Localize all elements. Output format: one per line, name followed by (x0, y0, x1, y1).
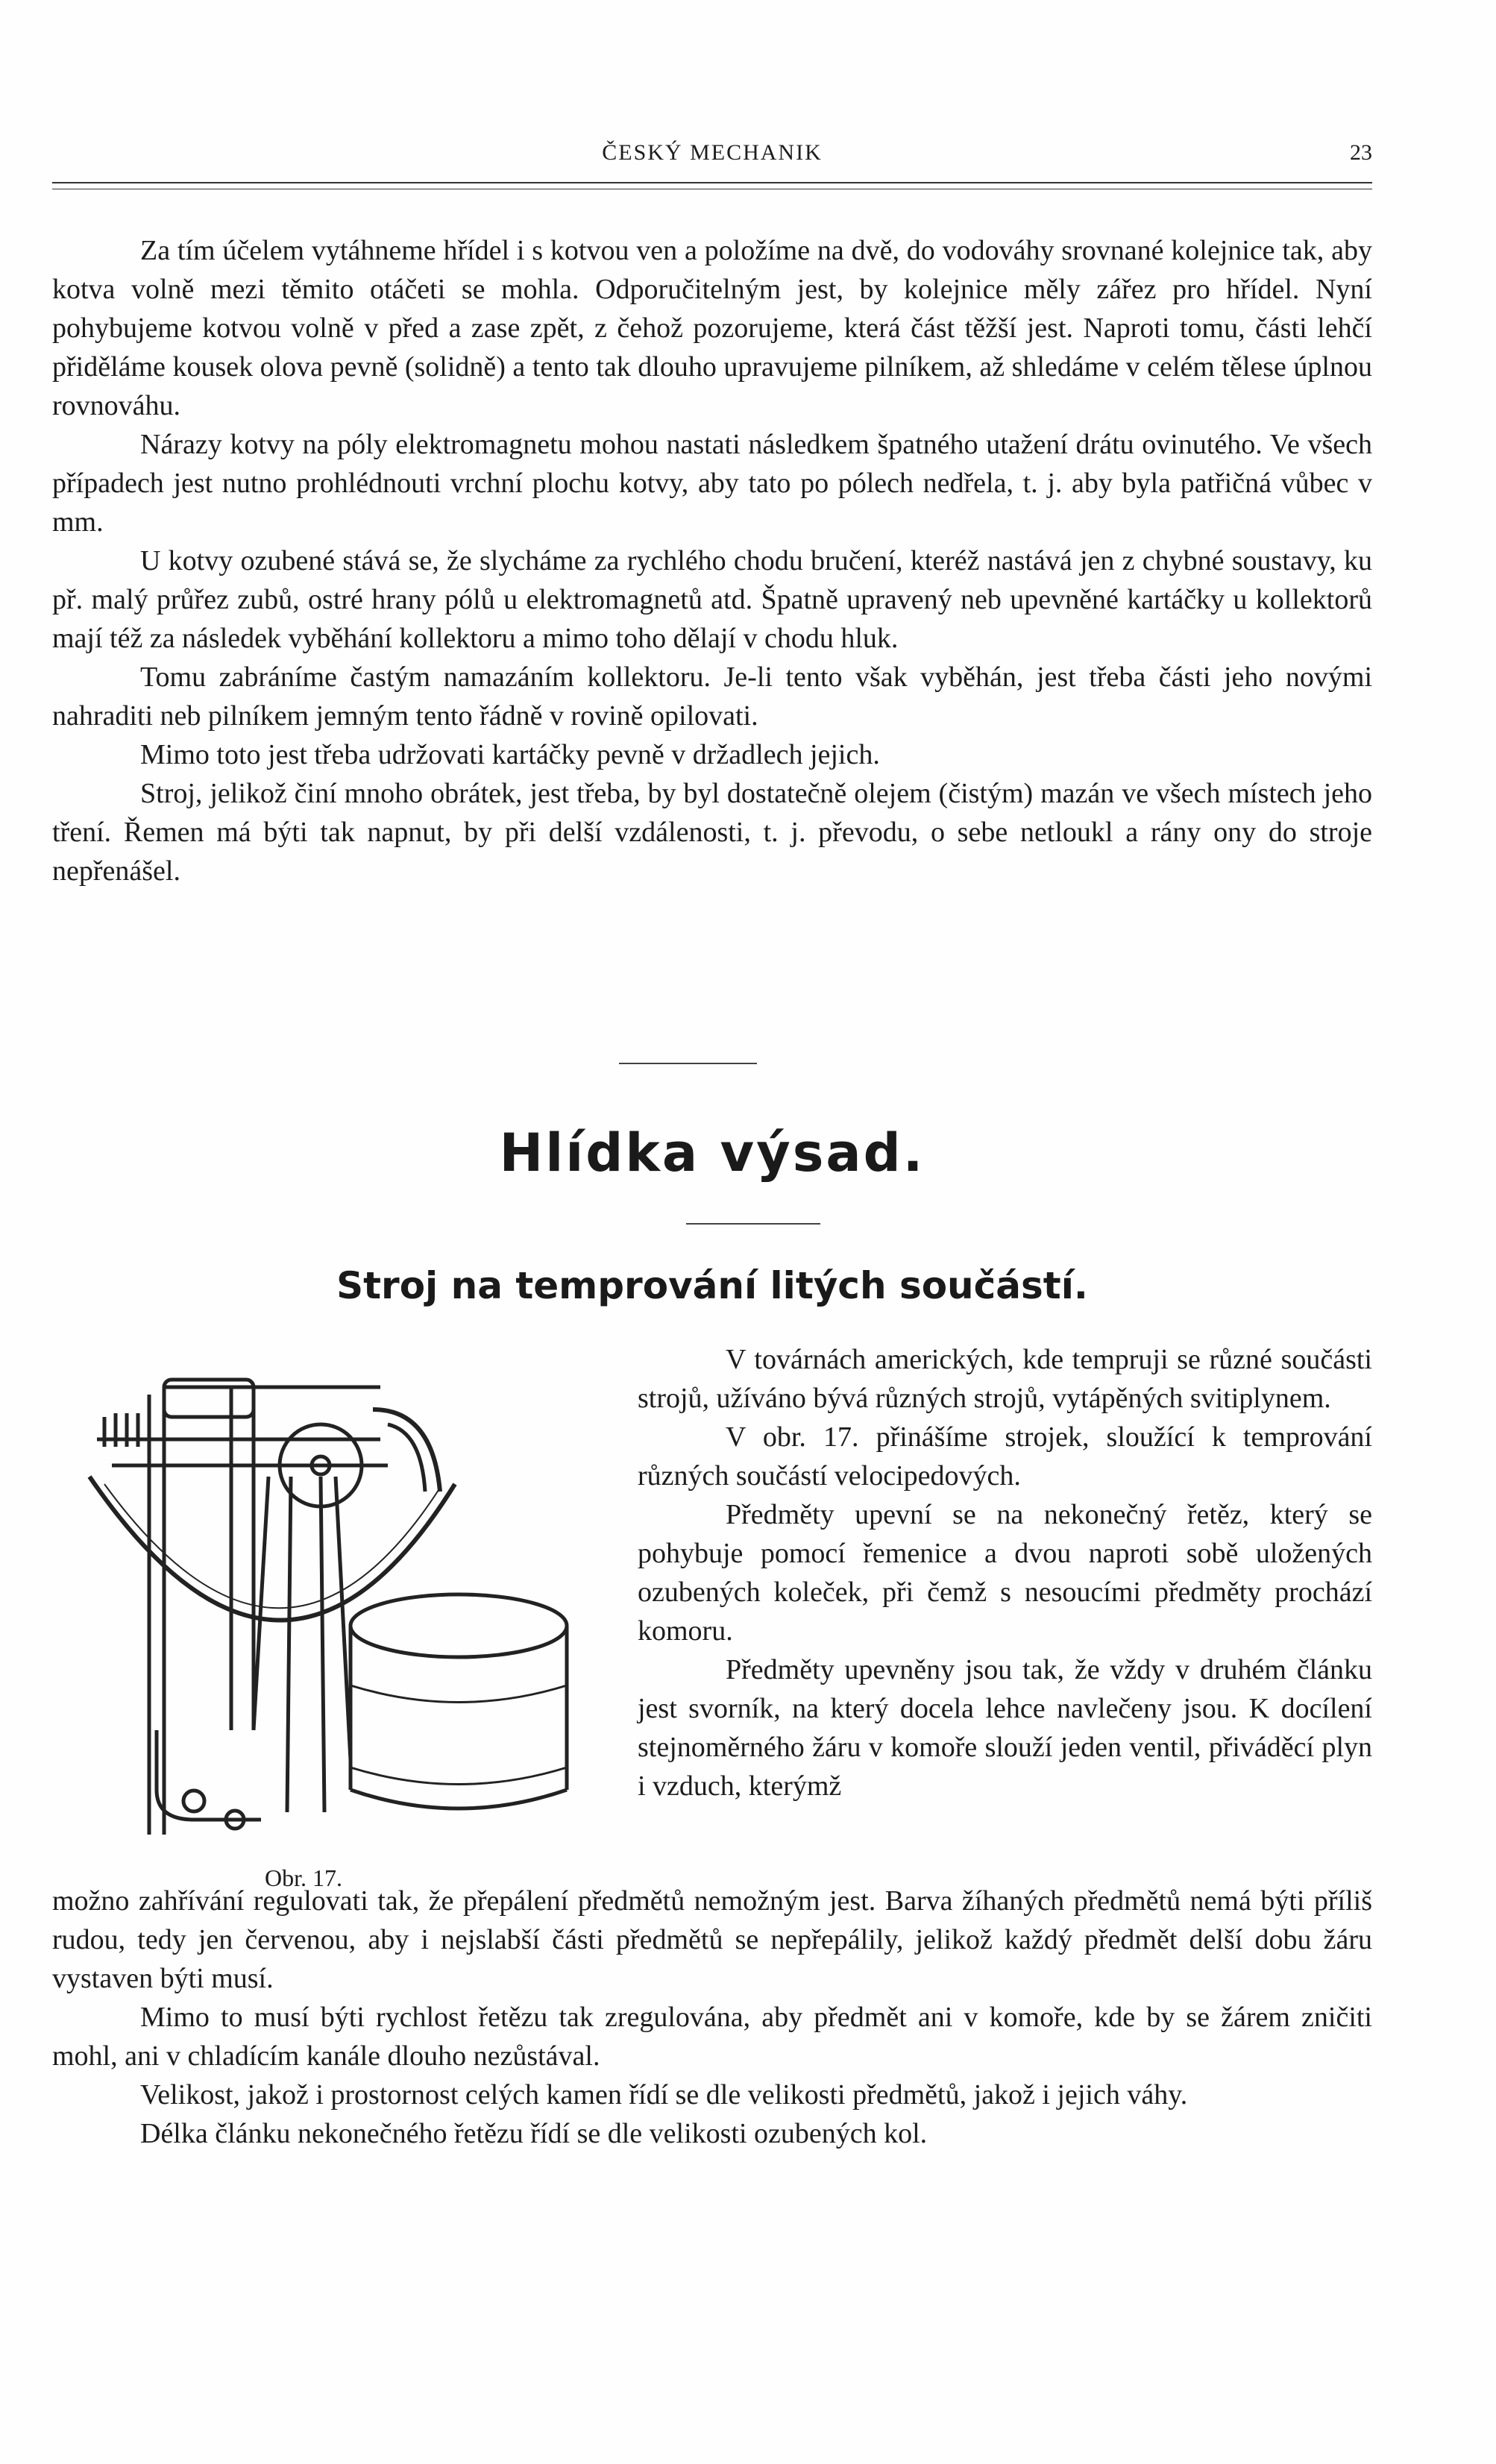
section-divider (619, 1063, 757, 1064)
continued-article-text (52, 231, 1372, 890)
heading-divider (686, 1223, 820, 1225)
machine-illustration (67, 1342, 604, 1857)
tempering-machine-drawing (67, 1342, 604, 1857)
paragraph: Mimo toto jest třeba udržovati kartáčky pevně v držadlech jejich. (140, 739, 880, 770)
section-heading: Hlídka výsad. (499, 1122, 925, 1184)
paragraph: V obr. 17. přinášíme strojek, sloužící k temprování různých součástí velocipedových. (638, 1421, 1372, 1492)
paragraph: Nárazy kotvy na póly elektromagnetu mohou nastati následkem špatného utažení drátu ovinutého. Ve všech případech jest nutno prohlédnouti vrchní plochu kotvy, aby tato po pólech nedřela, t. j. aby byla patřičná vůbec v mm. (52, 429, 1372, 538)
running-header (52, 140, 1372, 177)
article-heading: Stroj na temprování litých součástí. (336, 1264, 1088, 1307)
paragraph: Délka článku nekonečného řetězu řídí se dle velikosti ozubených kol. (140, 2118, 928, 2149)
paragraph: Tomu zabráníme častým namazáním kollektoru. Je-li tento však vyběhán, jest třeba části jeho novými nahraditi neb pilníkem jemným tento řádně v rovině opilovati. (52, 661, 1372, 732)
figure-caption: Obr. 17. (265, 1864, 342, 1891)
paragraph: Za tím účelem vytáhneme hřídel i s kotvou ven a položíme na dvě, do vodováhy srovnané kolejnice tak, aby kotva volně mezi těmito otáčeti se mohla. Odporučitelným jest, by kolejnice měly zářez pro hřídel. Nyní pohybujeme kotvou volně v před a zase zpět, z čehož pozorujeme, která část těžší jest. Naproti tomu, části lehčí přiděláme kousek olova pevně (solidně) a tento tak dlouho upravujeme pilníkem, až shledáme v celém tělese úplnou rovnováhu. (52, 235, 1372, 421)
paragraph: Předměty upevní se na nekonečný řetěz, který se pohybuje pomocí řemenice a dvou naproti sobě uložených ozubených koleček, při čemž s nesoucími předměty prochází komoru. (638, 1499, 1372, 1647)
article-text-continued (52, 1882, 1372, 2153)
paragraph: Velikost, jakož i prostornost celých kamen řídí se dle velikosti předmětů, jakož i jejich váhy. (140, 2079, 1188, 2111)
paragraph: Předměty upevněny jsou tak, že vždy v druhém článku jest svorník, na který docela lehce navlečeny jsou. K docílení stejnoměrného žáru v komoře slouží jeden ventil, přiváděcí plyn i vzduch, kterýmž (638, 1654, 1372, 1802)
paragraph: Mimo to musí býti rychlost řetězu tak zregulována, aby předmět ani v komoře, kde by se žárem zničiti mohl, ani v chladícím kanále dlouho nezůstával. (52, 2002, 1372, 2072)
article-text-wrapped (638, 1340, 1372, 1805)
paragraph: Stroj, jelikož činí mnoho obrátek, jest třeba, by byl dostatečně olejem (čistým) mazán ve všech místech jeho tření. Řemen má býti tak napnut, by při delší vzdálenosti, t. j. převodu, o sebe netloukl a rány ony do stroje nepřenášel. (52, 778, 1372, 887)
paragraph: V továrnách amerických, kde tempruji se různé součásti strojů, užíváno bývá různých strojů, vytápěných svitiplynem. (638, 1344, 1372, 1414)
paragraph: U kotvy ozubené stává se, že slycháme za rychlého chodu bručení, kteréž nastává jen z chybné soustavy, ku př. malý průřez zubů, ostré hrany pólů u elektromagnetů atd. Špatně upravený neb upevněné kartáčky u kollektorů mají též za následek vyběhání kollektoru a mimo toho dělají v chodu hluk. (52, 545, 1372, 654)
journal-title: ČESKÝ MECHANIK (602, 140, 823, 165)
page-number: 23 (1350, 140, 1372, 165)
header-rule (52, 182, 1372, 189)
paragraph: možno zahřívání regulovati tak, že přepálení předmětů nemožným jest. Barva žíhaných předmětů nemá býti příliš rudou, tedy jen červenou, aby i nejslabší části předmětů se nepřepálily, jelikož každý předmět delší dobu žáru vystaven býti musí. (52, 1885, 1372, 1994)
